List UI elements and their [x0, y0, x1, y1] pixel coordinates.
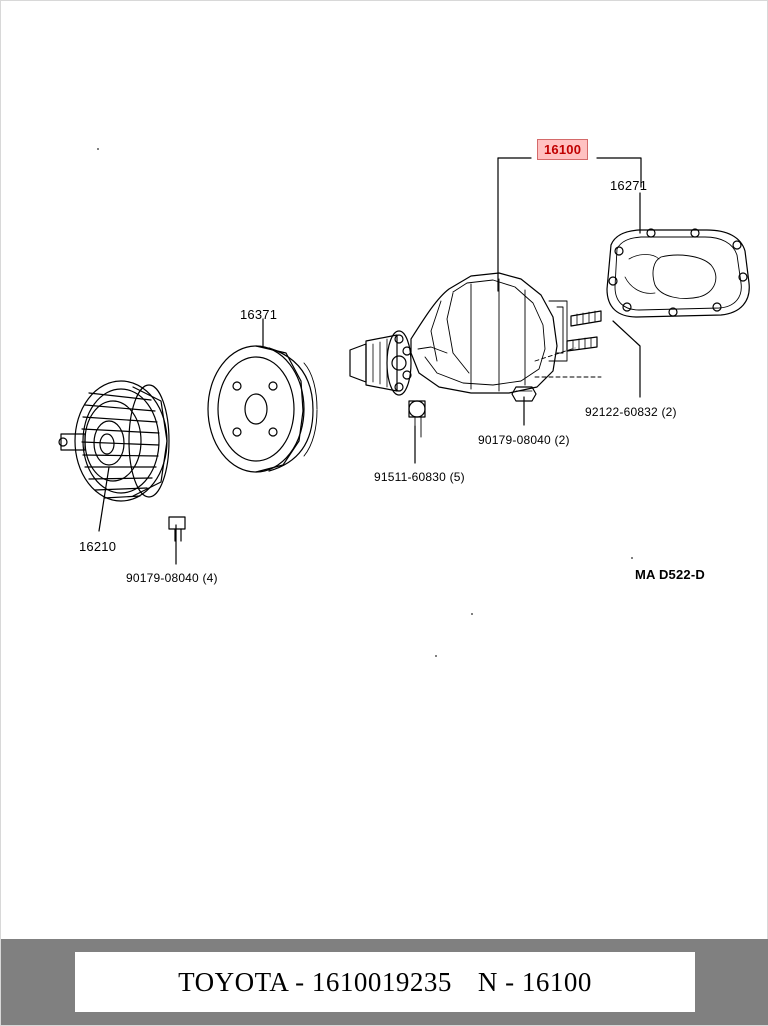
speckle	[631, 557, 633, 559]
diagram-area	[1, 1, 768, 941]
callout-16371[interactable]: 16371	[240, 307, 278, 322]
callout-91511-60830[interactable]: 91511-60830 (5)	[374, 470, 465, 484]
callout-16271[interactable]: 16271	[610, 178, 648, 193]
part-water-pump-body	[350, 273, 567, 437]
footer-panel	[75, 952, 695, 1012]
speckle	[471, 613, 473, 615]
callout-92122-60832[interactable]: 92122-60832 (2)	[585, 405, 677, 419]
footer-bar	[1, 939, 768, 1025]
part-fan-pulley	[208, 346, 317, 472]
callout-90179-08040-4[interactable]: 90179-08040 (4)	[126, 571, 218, 585]
part-stud-bolts	[567, 311, 601, 351]
callout-16100[interactable]: 16100	[537, 139, 588, 160]
callout-90179-08040-2[interactable]: 90179-08040 (2)	[478, 433, 570, 447]
drawing-code-label: MA D522-D	[635, 567, 705, 582]
part-fluid-coupling	[59, 381, 185, 541]
footer-part-number: TOYOTA - 1610019235	[178, 966, 452, 997]
part-water-pump-cover	[607, 229, 749, 317]
callout-16210[interactable]: 16210	[79, 539, 117, 554]
speckle	[435, 655, 437, 657]
speckle	[97, 148, 99, 150]
footer-diagram-code: N - 16100	[477, 966, 592, 997]
